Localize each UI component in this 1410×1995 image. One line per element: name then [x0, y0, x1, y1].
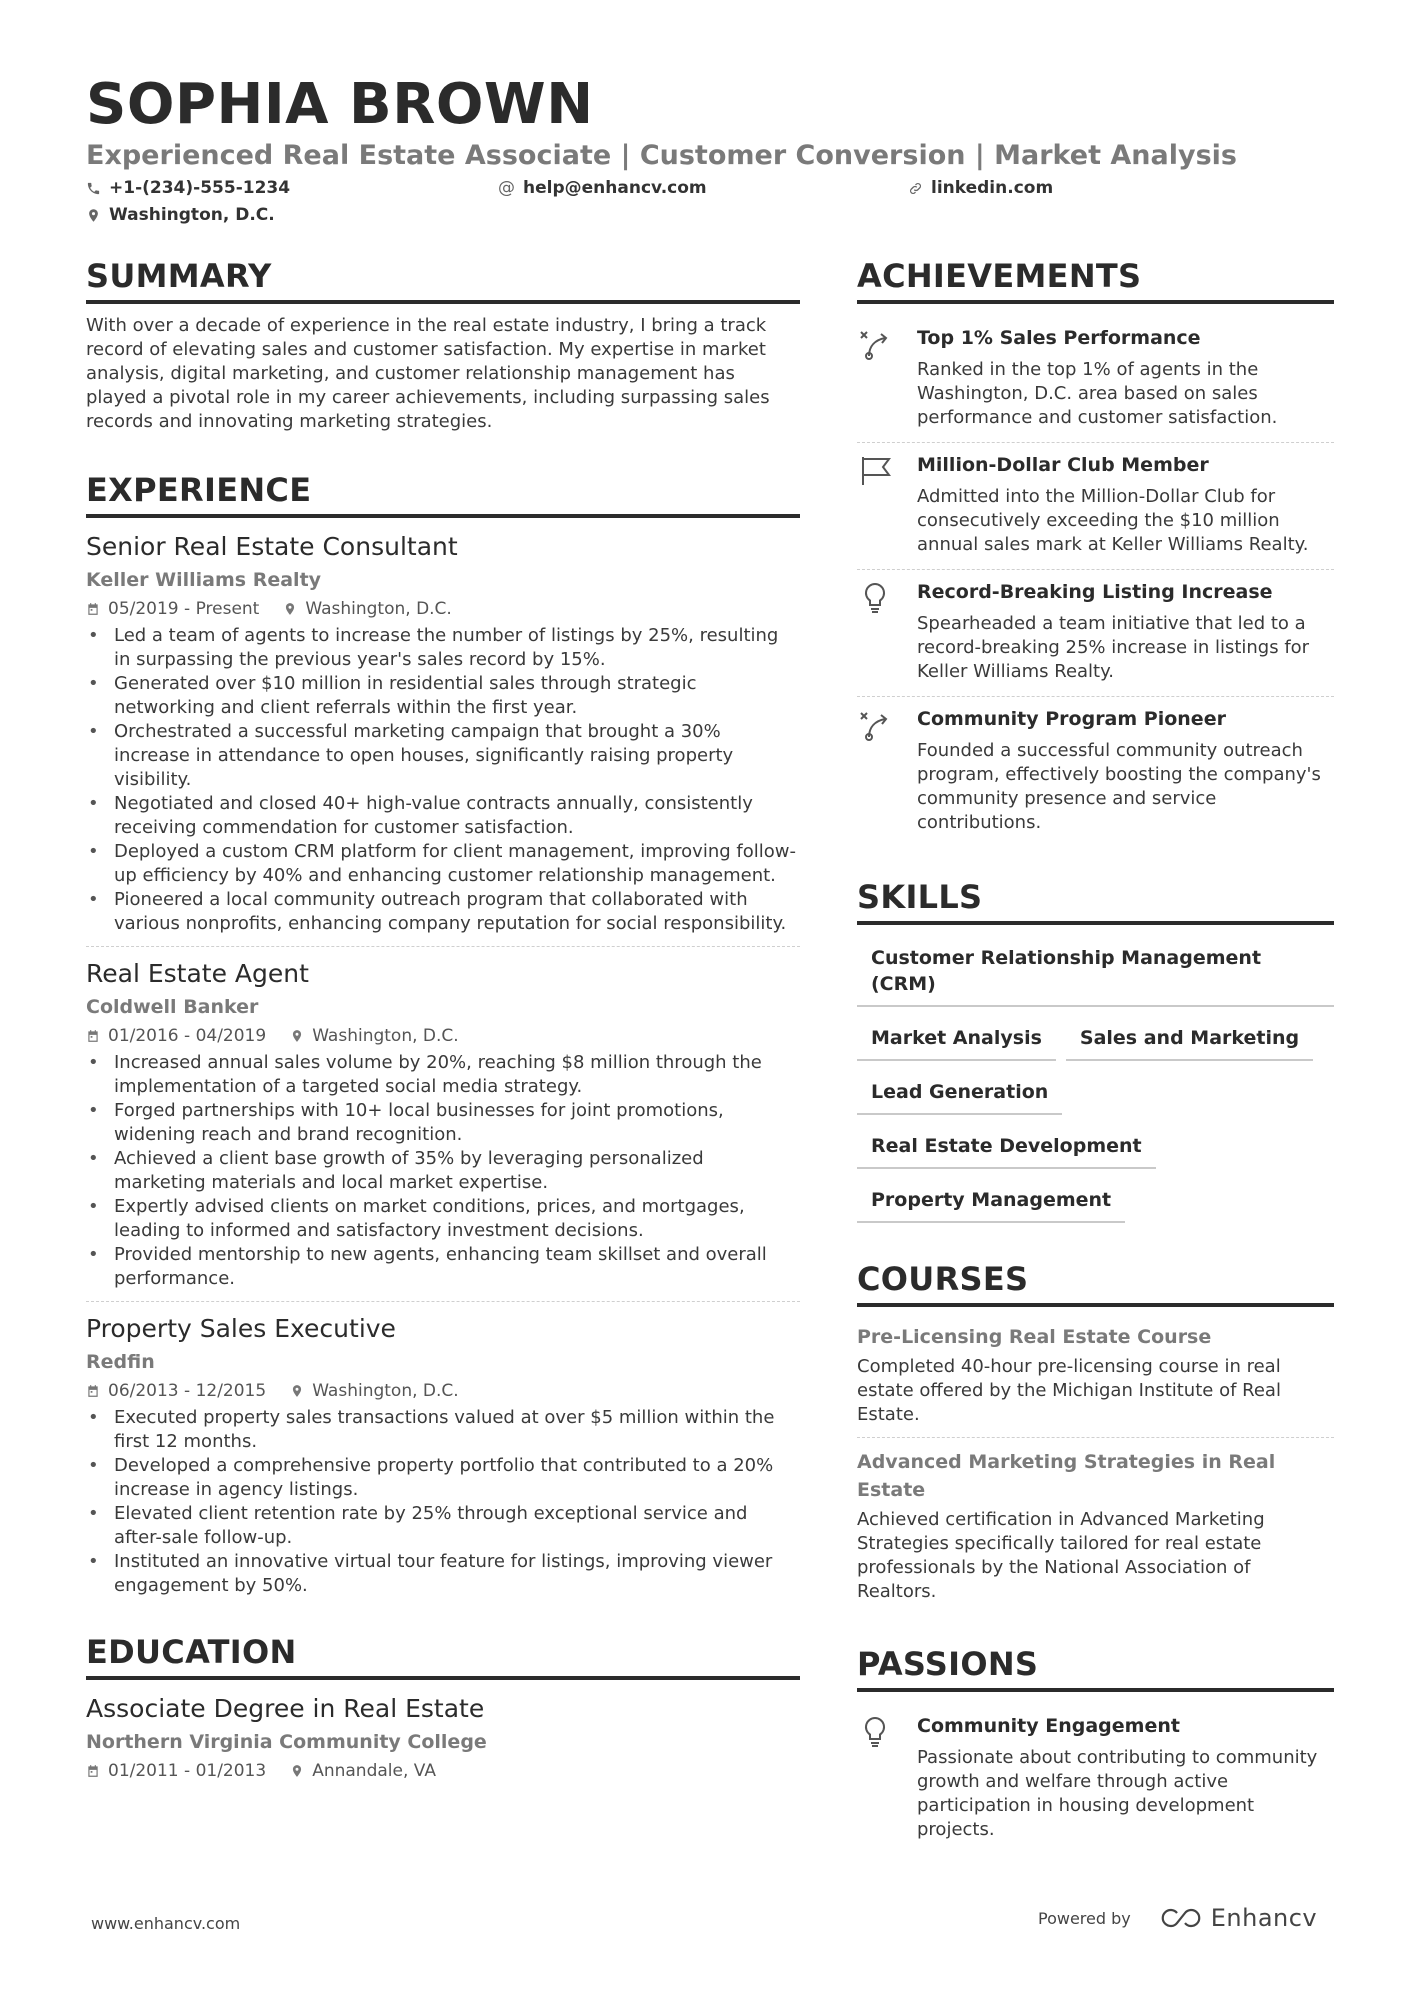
- course-item: [857, 1437, 1334, 1614]
- job-dates-text: 06/2013 - 12/2015: [108, 1381, 267, 1401]
- job-bullets: [86, 1406, 800, 1598]
- bullet-item: • Deployed a custom CRM platform for client management, improving follow-up efficiency by 40% and enhancing customer relationship management.: [86, 840, 800, 888]
- bullet-item: • Increased annual sales volume by 20%, reaching $8 million through the implementation of a targeted social media strategy.: [86, 1051, 800, 1099]
- passion-item: [857, 1704, 1334, 1854]
- education-dates: [86, 1758, 266, 1784]
- achievement-item: [857, 442, 1334, 569]
- bullet-item: • Orchestrated a successful marketing campaign that brought a 30% increase in attendance to open houses, significantly raising property visibility.: [86, 720, 800, 792]
- right-column: [857, 256, 1334, 1854]
- contact-phone[interactable]: [86, 178, 290, 198]
- achievement-icon-wrap: [857, 705, 899, 835]
- courses-section: [857, 1259, 1334, 1614]
- left-column: [86, 256, 800, 1784]
- resume-header: [86, 72, 1336, 232]
- skills-list: [857, 937, 1334, 1223]
- achievement-body: [917, 705, 1334, 835]
- footer-branding: [1038, 1904, 1317, 1932]
- email-text: help@enhancv.com: [523, 178, 707, 198]
- strategy-icon: [857, 326, 893, 362]
- bullet-item: • Developed a comprehensive property portfolio that contributed to a 20% increase in agency listings.: [86, 1454, 800, 1502]
- candidate-tagline: Experienced Real Estate Associate | Customer Conversion | Market Analysis: [86, 140, 1237, 171]
- skill-tag: Lead Generation: [857, 1071, 1062, 1115]
- achievement-item: [857, 696, 1334, 847]
- passion-icon-wrap: [857, 1712, 899, 1842]
- course-text: Completed 40-hour pre-licensing course in real estate offered by the Michigan Institute of Real Estate.: [857, 1356, 1281, 1425]
- company-name: Coldwell Banker: [86, 996, 259, 1018]
- job-location-text: Washington, D.C.: [305, 599, 452, 619]
- location-text: Washington, D.C.: [109, 205, 275, 225]
- summary-text: With over a decade of experience in the real estate industry, I bring a track record of elevating sales and customer satisfaction. My expertise in market analysis, digital marketing, and customer relationship management has played a pivotal role in my career achievements, including surpassing sales records and innovating marketing strategies.: [86, 315, 770, 432]
- powered-by-label: Powered by: [1038, 1908, 1131, 1928]
- skill-tag: Sales and Marketing: [1066, 1017, 1313, 1061]
- achievement-text: Ranked in the top 1% of agents in the Washington, D.C. area based on sales performance and customer satisfaction.: [917, 359, 1278, 428]
- bullet-item: • Negotiated and closed 40+ high-value contracts annually, consistently receiving commendation for customer satisfaction.: [86, 792, 800, 840]
- skill-tag: Property Management: [857, 1179, 1125, 1223]
- school-name: Northern Virginia Community College: [86, 1731, 487, 1753]
- calendar-icon: [86, 1384, 100, 1398]
- passions-section: [857, 1644, 1334, 1854]
- job-bullets: [86, 624, 800, 936]
- enhancv-logo-icon: [1157, 1905, 1203, 1931]
- job-location: [290, 1023, 458, 1049]
- experience-heading: EXPERIENCE: [86, 470, 800, 518]
- at-icon: @: [498, 178, 515, 198]
- achievement-item: [857, 316, 1334, 442]
- job-title: Senior Real Estate Consultant: [86, 532, 458, 561]
- contact-linkedin[interactable]: [908, 178, 1053, 198]
- calendar-icon: [86, 602, 100, 616]
- candidate-name: SOPHIA BROWN: [86, 72, 594, 137]
- bullet-item: • Provided mentorship to new agents, enhancing team skillset and overall performance.: [86, 1243, 800, 1291]
- achievement-icon-wrap: [857, 451, 899, 557]
- course-text: Achieved certification in Advanced Marketing Strategies specifically tailored for real estate professionals by the National Association of Realtors.: [857, 1509, 1265, 1602]
- calendar-icon: [86, 1764, 100, 1778]
- courses-heading: COURSES: [857, 1259, 1334, 1307]
- course-title: Pre-Licensing Real Estate Course: [857, 1326, 1212, 1348]
- location-pin-icon: [86, 208, 101, 223]
- experience-item: [86, 1301, 800, 1608]
- job-location-text: Washington, D.C.: [312, 1381, 459, 1401]
- education-location-text: Annandale, VA: [312, 1761, 436, 1781]
- passion-title: Community Engagement: [917, 1715, 1180, 1737]
- passions-heading: PASSIONS: [857, 1644, 1334, 1692]
- achievement-body: [917, 324, 1334, 430]
- skill-tag: Real Estate Development: [857, 1125, 1156, 1169]
- job-title: Property Sales Executive: [86, 1314, 396, 1343]
- education-meta: [86, 1758, 800, 1784]
- passion-text: Passionate about contributing to community growth and welfare through active participation in housing development projects.: [917, 1747, 1318, 1840]
- degree-title: Associate Degree in Real Estate: [86, 1694, 485, 1723]
- bullet-item: • Elevated client retention rate by 25% through exceptional service and after-sale follow-up.: [86, 1502, 800, 1550]
- education-dates-text: 01/2011 - 01/2013: [108, 1761, 267, 1781]
- location-pin-icon: [290, 1384, 304, 1398]
- education-section: [86, 1632, 800, 1784]
- linkedin-text: linkedin.com: [931, 178, 1054, 198]
- bullet-item: • Generated over $10 million in residential sales through strategic networking and client referrals within the first year.: [86, 672, 800, 720]
- location-pin-icon: [290, 1764, 304, 1778]
- achievement-title: Community Program Pioneer: [917, 708, 1226, 730]
- job-title: Real Estate Agent: [86, 959, 309, 988]
- location-pin-icon: [283, 602, 297, 616]
- flag-icon: [857, 453, 893, 489]
- lightbulb-icon: [857, 580, 893, 616]
- achievement-text: Spearheaded a team initiative that led to a record-breaking 25% increase in listings for Keller Williams Realty.: [917, 613, 1310, 682]
- bullet-item: • Forged partnerships with 10+ local businesses for joint promotions, widening reach and brand recognition.: [86, 1099, 800, 1147]
- bullet-item: • Achieved a client base growth of 35% by leveraging personalized marketing materials and local market expertise.: [86, 1147, 800, 1195]
- experience-item: [86, 946, 800, 1301]
- achievement-icon-wrap: [857, 324, 899, 430]
- course-item: [857, 1319, 1334, 1437]
- calendar-icon: [86, 1029, 100, 1043]
- brand-name: Enhancv: [1210, 1904, 1318, 1932]
- job-meta: [86, 1023, 800, 1049]
- bullet-item: • Led a team of agents to increase the number of listings by 25%, resulting in surpassing the previous year's sales record by 15%.: [86, 624, 800, 672]
- achievement-icon-wrap: [857, 578, 899, 684]
- job-location-text: Washington, D.C.: [312, 1026, 459, 1046]
- job-location: [290, 1378, 458, 1404]
- course-title: Advanced Marketing Strategies in Real Estate: [857, 1451, 1276, 1501]
- achievement-body: [917, 451, 1334, 557]
- job-meta: [86, 596, 800, 622]
- education-heading: EDUCATION: [86, 1632, 800, 1680]
- job-dates: [86, 1378, 266, 1404]
- bullet-item: • Expertly advised clients on market conditions, prices, and mortgages, leading to informed and satisfactory investment decisions.: [86, 1195, 800, 1243]
- job-meta: [86, 1378, 800, 1404]
- achievement-item: [857, 569, 1334, 696]
- achievements-section: [857, 256, 1334, 847]
- skills-section: [857, 877, 1334, 1223]
- contact-info: [86, 178, 1336, 232]
- passion-body: [917, 1712, 1334, 1842]
- company-name: Keller Williams Realty: [86, 569, 322, 591]
- job-dates: [86, 1023, 266, 1049]
- skills-heading: SKILLS: [857, 877, 1334, 925]
- phone-text: +1-(234)-555-1234: [109, 178, 291, 198]
- experience-section: [86, 470, 800, 1608]
- education-location: [290, 1758, 436, 1784]
- phone-icon: [86, 181, 101, 196]
- bullet-item: • Executed property sales transactions valued at over $5 million within the first 12 months.: [86, 1406, 800, 1454]
- job-dates-text: 01/2016 - 04/2019: [108, 1026, 267, 1046]
- achievement-text: Founded a successful community outreach program, effectively boosting the company's community presence and service contributions.: [917, 740, 1321, 833]
- contact-email[interactable]: [498, 178, 707, 198]
- job-location: [283, 596, 451, 622]
- skill-tag: Customer Relationship Management (CRM): [857, 937, 1334, 1007]
- strategy-icon: [857, 707, 893, 743]
- achievement-title: Record-Breaking Listing Increase: [917, 581, 1273, 603]
- achievement-text: Admitted into the Million-Dollar Club for consecutively exceeding the $10 million annual sales mark at Keller Williams Realty.: [917, 486, 1309, 555]
- lightbulb-icon: [857, 1714, 893, 1750]
- link-icon: [908, 181, 923, 196]
- skill-tag: Market Analysis: [857, 1017, 1056, 1061]
- job-dates-text: 05/2019 - Present: [108, 599, 260, 619]
- contact-location: [86, 205, 275, 225]
- job-dates: [86, 596, 259, 622]
- achievement-body: [917, 578, 1334, 684]
- footer-website[interactable]: www.enhancv.com: [91, 1914, 241, 1933]
- job-bullets: [86, 1051, 800, 1291]
- experience-item: [86, 530, 800, 946]
- bullet-item: • Pioneered a local community outreach program that collaborated with various nonprofits, enhancing company reputation for social responsibility.: [86, 888, 800, 936]
- bullet-item: • Instituted an innovative virtual tour feature for listings, improving viewer engagement by 50%.: [86, 1550, 800, 1598]
- achievements-heading: ACHIEVEMENTS: [857, 256, 1334, 304]
- achievement-title: Million-Dollar Club Member: [917, 454, 1209, 476]
- achievement-title: Top 1% Sales Performance: [917, 327, 1201, 349]
- location-pin-icon: [290, 1029, 304, 1043]
- summary-heading: SUMMARY: [86, 256, 800, 304]
- enhancv-logo[interactable]: [1157, 1904, 1317, 1932]
- company-name: Redfin: [86, 1351, 155, 1373]
- summary-section: [86, 256, 800, 434]
